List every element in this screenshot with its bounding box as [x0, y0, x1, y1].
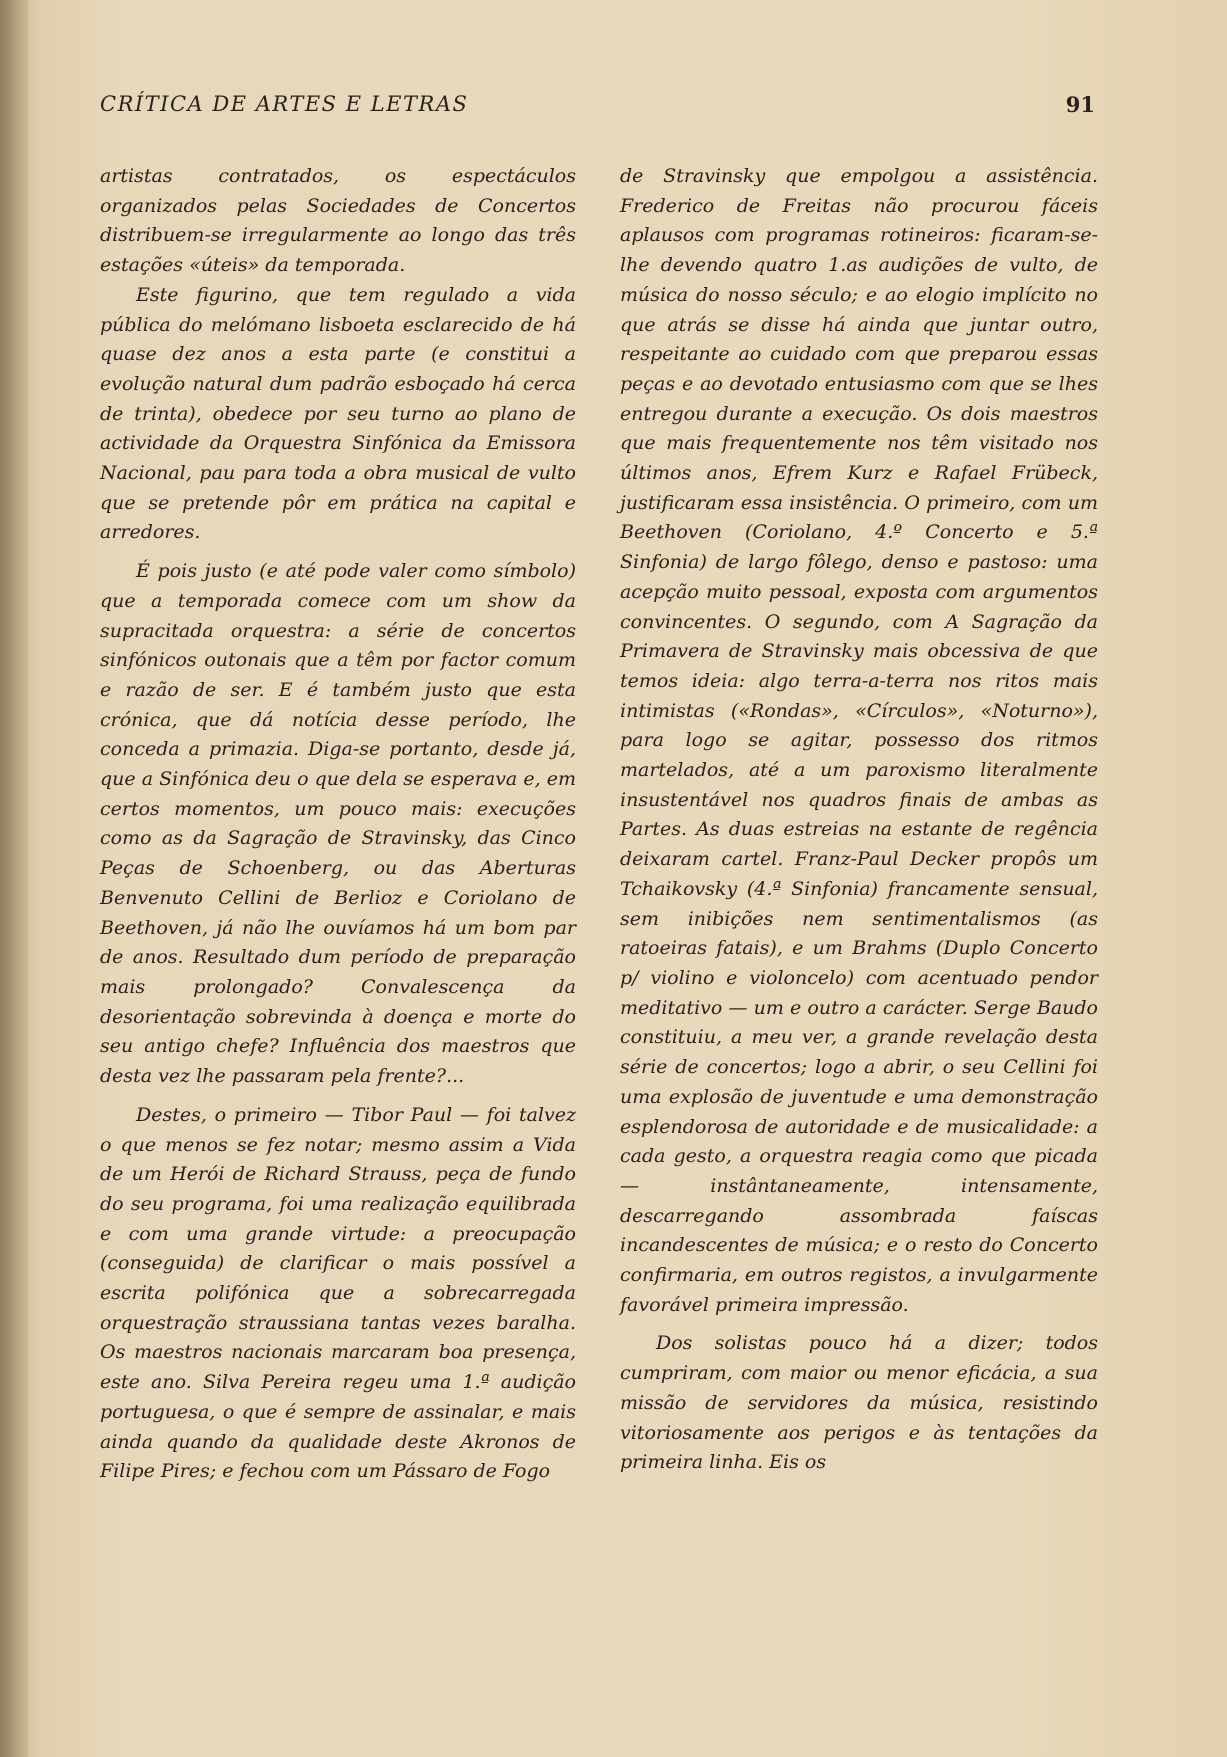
- right-column: [620, 162, 1098, 1478]
- book-spine-shadow: [0, 0, 28, 1757]
- paragraph: artistas contratados, os espectáculos organizados pelas Sociedades de Concertos distribuem-se irregularmente ao longo das três estações «úteis» da temporada.: [100, 165, 576, 277]
- left-column: [100, 162, 576, 1487]
- paragraph: É pois justo (e até pode valer como símbolo) que a temporada comece com um show da supracitada orquestra: a série de concertos sinfónicos outonais que a têm por factor comum e razão de ser. E é também justo que esta crónica, que dá notícia desse período, lhe conceda a primazia. Diga-se portanto, desde já, que a Sinfónica deu o que dela se esperava e, em certos momentos, um pouco mais: execuções como as da Sagração de Stravinsky, das Cinco Peças de Schoenberg, ou das Aberturas Benvenuto Cellini de Berlioz e Coriolano de Beethoven, já não lhe ouvíamos há um bom par de anos. Resultado dum período de preparação mais prolongado? Convalescença da desorientação sobrevinda à doença e morte do seu antigo chefe? Influência dos maestros que desta vez lhe passaram pela frente?...: [100, 560, 576, 1088]
- page-header: [100, 92, 1095, 128]
- page-number: 91: [1065, 92, 1095, 117]
- paragraph: Este figurino, que tem regulado a vida pública do melómano lisboeta esclarecido de há quase dez anos a esta parte (e constitui a evolução natural dum padrão esboçado há cerca de trinta), obedece por seu turno ao plano de actividade da Orquestra Sinfónica da Emissora Nacional, pau para toda a obra musical de vulto que se pretende pôr em prática na capital e arredores.: [100, 283, 576, 544]
- paragraph: Destes, o primeiro — Tibor Paul — foi talvez o que menos se fez notar; mesmo assim a Vida de um Herói de Richard Strauss, peça de fundo do seu programa, foi uma realização equilibrada e com uma grande virtude: a preocupação (conseguida) de clarificar o mais possível a escrita polifónica que a sobrecarregada orquestração straussiana tantas vezes baralha. Os maestros nacionais marcaram boa presença, este ano. Silva Pereira regeu uma 1.ª audição portuguesa, o que é sempre de assinalar, e mais ainda quando da qualidade deste Akronos de Filipe Pires; e fechou com um Pássaro de Fogo: [100, 1103, 576, 1483]
- paragraph: Dos solistas pouco há a dizer; todos cumpriram, com maior ou menor eficácia, a sua missão de servidores da música, resistindo vitoriosamente aos perigos e às tentações da primeira linha. Eis os: [620, 1332, 1098, 1474]
- paragraph: de Stravinsky que empolgou a assistência. Frederico de Freitas não procurou fáceis aplausos com programas rotineiros: ficaram-se-lhe devendo quatro 1.as audições de vulto, de música do nosso século; e ao elogio implícito no que atrás se disse há ainda que juntar outro, respeitante ao cuidado com que preparou essas peças e ao devotado entusiasmo com que se lhes entregou durante a execução. Os dois maestros que mais frequentemente nos têm visitado nos últimos anos, Efrem Kurz e Rafael Frübeck, justificaram essa insistência. O primeiro, com um Beethoven (Coriolano, 4.º Concerto e 5.ª Sinfonia) de largo fôlego, denso e pastoso: uma acepção muito pessoal, exposta com argumentos convincentes. O segundo, com A Sagração da Primavera de Stravinsky mais obcessiva de que temos ideia: algo terra-a-terra nos ritos mais intimistas («Rondas», «Círculos», «Noturno»), para logo se agitar, possesso dos ritmos martelados, até a um paroxismo literalmente insustentável nos quadros finais de ambas as Partes. As duas estreias na estante de regência deixaram cartel. Franz-Paul Decker propôs um Tchaikovsky (4.ª Sinfonia) francamente sensual, sem inibições nem sentimentalismos (as ratoeiras fatais), e um Brahms (Duplo Concerto p/ violino e violoncelo) com acentuado pendor meditativo — um e outro a carácter. Serge Baudo constituiu, a meu ver, a grande revelação desta série de concertos; logo a abrir, o seu Cellini foi uma explosão de juventude e uma demonstração esplendorosa de autoridade e de musicalidade: a cada gesto, a orquestra reagia como que picada — instântaneamente, intensamente, descarregando assombrada faíscas incandescentes de música; e o resto do Concerto confirmaria, em outros registos, a invulgarmente favorável primeira impressão.: [620, 165, 1098, 1316]
- running-head: CRÍTICA DE ARTES E LETRAS: [100, 92, 469, 116]
